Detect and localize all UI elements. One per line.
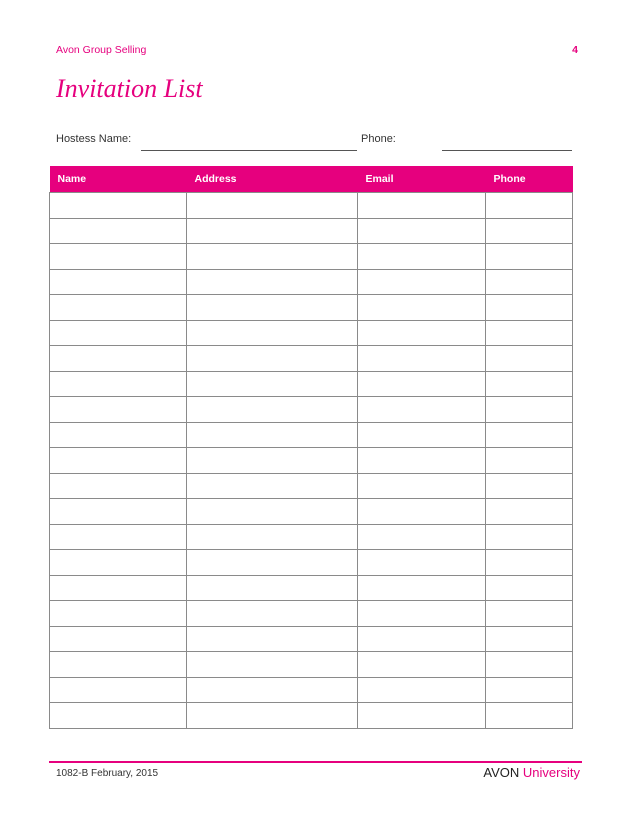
- email-cell[interactable]: [358, 499, 486, 525]
- phone-cell[interactable]: [486, 397, 573, 423]
- table-body: [50, 193, 573, 729]
- email-cell[interactable]: [358, 448, 486, 474]
- email-cell[interactable]: [358, 218, 486, 244]
- name-cell[interactable]: [50, 626, 187, 652]
- name-cell[interactable]: [50, 218, 187, 244]
- name-cell[interactable]: [50, 703, 187, 729]
- address-cell[interactable]: [187, 371, 358, 397]
- email-cell[interactable]: [358, 193, 486, 219]
- footer-brand-suffix: University: [522, 765, 580, 780]
- phone-cell[interactable]: [486, 320, 573, 346]
- email-cell[interactable]: [358, 652, 486, 678]
- name-cell[interactable]: [50, 448, 187, 474]
- phone-line[interactable]: [442, 150, 572, 151]
- table-row: [50, 575, 573, 601]
- table-row: [50, 652, 573, 678]
- table-row: [50, 295, 573, 321]
- phone-cell[interactable]: [486, 652, 573, 678]
- address-cell[interactable]: [187, 448, 358, 474]
- phone-cell[interactable]: [486, 218, 573, 244]
- name-cell[interactable]: [50, 575, 187, 601]
- phone-cell[interactable]: [486, 269, 573, 295]
- address-cell[interactable]: [187, 524, 358, 550]
- address-cell[interactable]: [187, 499, 358, 525]
- phone-cell[interactable]: [486, 499, 573, 525]
- phone-cell[interactable]: [486, 371, 573, 397]
- address-cell[interactable]: [187, 652, 358, 678]
- table-row: [50, 371, 573, 397]
- address-cell[interactable]: [187, 473, 358, 499]
- table-row: [50, 397, 573, 423]
- email-cell[interactable]: [358, 703, 486, 729]
- email-cell[interactable]: [358, 626, 486, 652]
- name-cell[interactable]: [50, 601, 187, 627]
- name-cell[interactable]: [50, 499, 187, 525]
- footer-doc-id: 1082-B February, 2015: [56, 768, 159, 779]
- name-cell[interactable]: [50, 269, 187, 295]
- name-cell[interactable]: [50, 320, 187, 346]
- email-cell[interactable]: [358, 397, 486, 423]
- address-cell[interactable]: [187, 295, 358, 321]
- address-cell[interactable]: [187, 193, 358, 219]
- address-cell[interactable]: [187, 703, 358, 729]
- email-cell[interactable]: [358, 677, 486, 703]
- column-header-name: Name: [50, 166, 187, 193]
- phone-cell[interactable]: [486, 703, 573, 729]
- phone-cell[interactable]: [486, 524, 573, 550]
- phone-cell[interactable]: [486, 626, 573, 652]
- email-cell[interactable]: [358, 269, 486, 295]
- email-cell[interactable]: [358, 346, 486, 372]
- table-header-row: [50, 166, 573, 193]
- name-cell[interactable]: [50, 346, 187, 372]
- name-cell[interactable]: [50, 244, 187, 270]
- phone-cell[interactable]: [486, 550, 573, 576]
- hostess-name-line[interactable]: [141, 150, 357, 151]
- table-row: [50, 422, 573, 448]
- hostess-info-row: [56, 133, 572, 153]
- name-cell[interactable]: [50, 371, 187, 397]
- column-header-phone: Phone: [486, 166, 573, 193]
- table-row: [50, 601, 573, 627]
- hostess-name-label: Hostess Name:: [56, 133, 132, 145]
- table-row: [50, 448, 573, 474]
- name-cell[interactable]: [50, 550, 187, 576]
- table-row: [50, 499, 573, 525]
- table-row: [50, 346, 573, 372]
- name-cell[interactable]: [50, 652, 187, 678]
- address-cell[interactable]: [187, 244, 358, 270]
- phone-cell[interactable]: [486, 601, 573, 627]
- name-cell[interactable]: [50, 397, 187, 423]
- footer-divider: [49, 761, 582, 763]
- email-cell[interactable]: [358, 320, 486, 346]
- name-cell[interactable]: [50, 677, 187, 703]
- address-cell[interactable]: [187, 677, 358, 703]
- page-number: 4: [572, 44, 578, 56]
- table-row: [50, 626, 573, 652]
- email-cell[interactable]: [358, 371, 486, 397]
- table-row: [50, 244, 573, 270]
- email-cell[interactable]: [358, 473, 486, 499]
- phone-cell[interactable]: [486, 295, 573, 321]
- email-cell[interactable]: [358, 295, 486, 321]
- page-title: Invitation List: [56, 74, 203, 103]
- column-header-email: Email: [358, 166, 486, 193]
- email-cell[interactable]: [358, 575, 486, 601]
- address-cell[interactable]: [187, 626, 358, 652]
- address-cell[interactable]: [187, 218, 358, 244]
- phone-cell[interactable]: [486, 346, 573, 372]
- name-cell[interactable]: [50, 295, 187, 321]
- footer-brand: [483, 765, 580, 780]
- address-cell[interactable]: [187, 269, 358, 295]
- table-row: [50, 218, 573, 244]
- table-row: [50, 269, 573, 295]
- section-header: Avon Group Selling: [56, 44, 147, 56]
- address-cell[interactable]: [187, 397, 358, 423]
- column-header-address: Address: [187, 166, 358, 193]
- table-row: [50, 473, 573, 499]
- phone-cell[interactable]: [486, 473, 573, 499]
- name-cell[interactable]: [50, 422, 187, 448]
- phone-label: Phone:: [361, 133, 396, 145]
- address-cell[interactable]: [187, 550, 358, 576]
- footer-brand-name: AVON: [483, 765, 520, 780]
- phone-cell[interactable]: [486, 448, 573, 474]
- name-cell[interactable]: [50, 524, 187, 550]
- email-cell[interactable]: [358, 422, 486, 448]
- name-cell[interactable]: [50, 473, 187, 499]
- phone-cell[interactable]: [486, 193, 573, 219]
- email-cell[interactable]: [358, 524, 486, 550]
- invitation-table: [49, 166, 573, 729]
- table-row: [50, 703, 573, 729]
- email-cell[interactable]: [358, 550, 486, 576]
- email-cell[interactable]: [358, 601, 486, 627]
- phone-cell[interactable]: [486, 422, 573, 448]
- name-cell[interactable]: [50, 193, 187, 219]
- table-row: [50, 524, 573, 550]
- address-cell[interactable]: [187, 422, 358, 448]
- phone-cell[interactable]: [486, 244, 573, 270]
- address-cell[interactable]: [187, 601, 358, 627]
- phone-cell[interactable]: [486, 677, 573, 703]
- table-row: [50, 677, 573, 703]
- table-row: [50, 320, 573, 346]
- phone-cell[interactable]: [486, 575, 573, 601]
- address-cell[interactable]: [187, 346, 358, 372]
- address-cell[interactable]: [187, 320, 358, 346]
- email-cell[interactable]: [358, 244, 486, 270]
- address-cell[interactable]: [187, 575, 358, 601]
- table-row: [50, 550, 573, 576]
- table-row: [50, 193, 573, 219]
